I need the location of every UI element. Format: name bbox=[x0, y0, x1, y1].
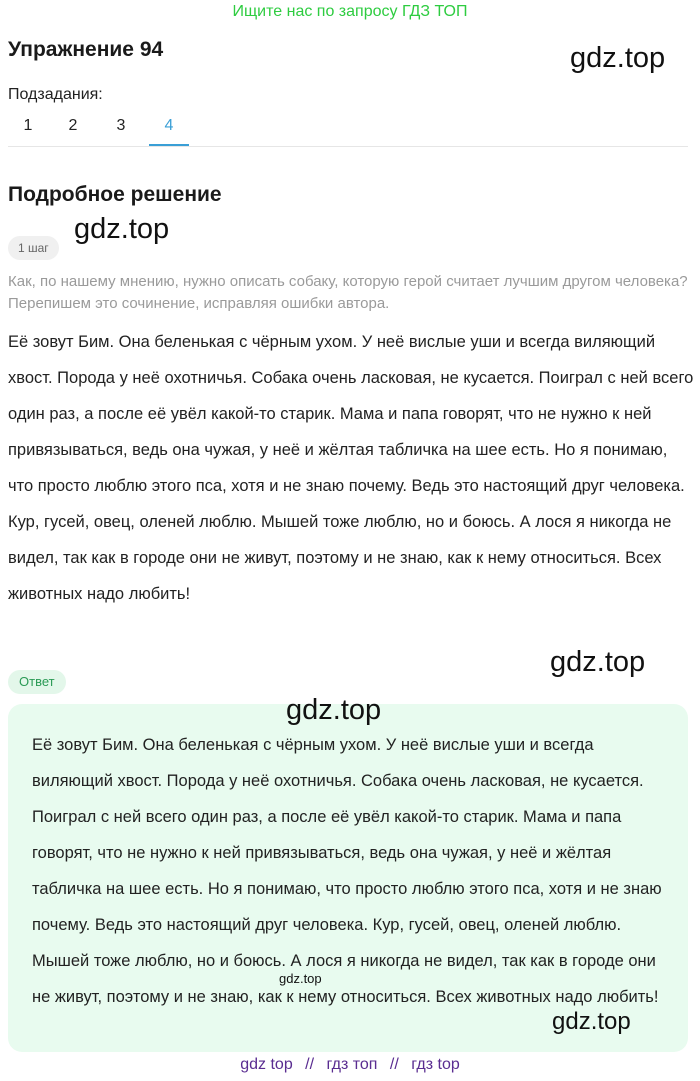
section-title: Подробное решение bbox=[8, 183, 222, 206]
link-separator: // bbox=[305, 1056, 315, 1073]
tab-3[interactable]: 3 bbox=[116, 117, 126, 134]
page-title: Упражнение 94 bbox=[8, 38, 164, 61]
bottom-link-1[interactable]: gdz top bbox=[240, 1056, 293, 1073]
answer-text: Её зовут Бим. Она беленькая с чёрным ухом. У неё вислые уши и всегда виляющий хвост. Порода у неё охотничья. Собака очень ласковая, не кусается. Поиграл с ней всего один раз, а после её увёл какой-то старик. Мама и папа говорят, что не нужно к ней привязываться, ведь она чужая, у неё и жёлтая табличка на шее есть. Но я понимаю, что просто люблю этого пса, хотя и не знаю почему. Ведь это настоящий друг человека. Кур, гусей, овец, оленей люблю. Мышей тоже люблю, но и боюсь. А лося я никогда не видел, так как в городе они не живут, поэтому и не знаю, как к нему относиться. Всех животных надо любить! bbox=[32, 736, 662, 1006]
watermark: gdz.top bbox=[552, 1008, 631, 1035]
search-banner: Ищите нас по запросу ГДЗ ТОП bbox=[232, 3, 468, 20]
tab-2[interactable]: 2 bbox=[68, 117, 78, 134]
subtask-tabs bbox=[8, 108, 688, 147]
tab-4[interactable]: 4 bbox=[149, 108, 189, 146]
watermark-small: gdz.top bbox=[279, 971, 322, 986]
step-badge: 1 шаг bbox=[8, 236, 59, 260]
solution-text: Её зовут Бим. Она беленькая с чёрным ухом. У неё вислые уши и всегда виляющий хвост. Порода у неё охотничья. Собака очень ласковая, не кусается. Поиграл с ней всего один раз, а после её увёл какой-то старик. Мама и папа говорят, что не нужно к ней привязываться, ведь она чужая, у неё и жёлтая табличка на шее есть. Но я понимаю, что просто люблю этого пса, хотя и не знаю почему. Ведь это настоящий друг человека. Кур, гусей, овец, оленей люблю. Мышей тоже люблю, но и боюсь. А лося я никогда не видел, так как в городе они не живут, поэтому и не знаю, как к нему относиться. Всех животных надо любить! bbox=[8, 333, 694, 603]
tab-1[interactable]: 1 bbox=[23, 117, 33, 134]
bottom-link-2[interactable]: гдз топ bbox=[326, 1056, 378, 1073]
watermark: gdz.top bbox=[570, 42, 666, 74]
answer-badge: Ответ bbox=[8, 670, 66, 694]
link-separator: // bbox=[389, 1056, 399, 1073]
bottom-link-3[interactable]: гдз top bbox=[411, 1056, 460, 1073]
watermark: gdz.top bbox=[286, 694, 382, 726]
subtasks-label: Подзадания: bbox=[8, 86, 103, 103]
bottom-links bbox=[0, 1056, 700, 1074]
watermark: gdz.top bbox=[74, 213, 170, 245]
watermark: gdz.top bbox=[550, 646, 646, 678]
solution-hint: Как, по нашему мнению, нужно описать собаку, которую герой считает лучшим другом человека? Перепишем это сочинение, исправляя ошибки автора. bbox=[8, 273, 688, 312]
